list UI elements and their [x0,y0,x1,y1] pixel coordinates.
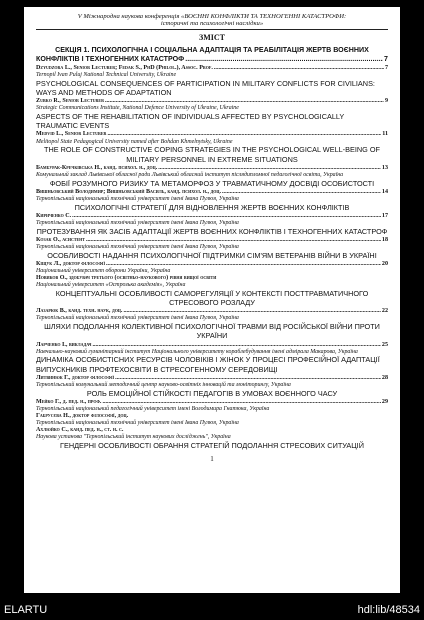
toc-entry [36,342,388,374]
toc-entry-author-row [36,342,388,349]
dot-leader [158,165,381,172]
toc-entry-page: 7 [384,64,388,71]
toc-entry-author: Габрусєва Н., доктор філософії, доц. [36,412,129,419]
dot-leader [86,237,381,244]
toc-entry-author: Вишньовський Володимир; Вишньовський Василь, канд. психол. н., доц. [36,188,222,195]
toc-entry-title: КОНЦЕПТУАЛЬНІ ОСОБЛИВОСТІ САМОРЕГУЛЯЦІЇ У КОНТЕКСТІ ПОСТТРАВМАТИЧНОГО СТРЕСОВОГО РОЗЛАДУ [55,288,369,308]
section-heading [36,46,388,64]
toc-entry-author: Бамбурак-Кречківська Н., канд. психол. н., доц. [36,164,158,171]
document-page [24,7,400,593]
toc-entry [36,375,388,398]
toc-entry-author-row [36,131,388,138]
section-page-number: 7 [384,54,388,63]
toc-entry-affiliation: Комунальний заклад Львівської обласної ради Львівський обласний інститут післядипломної педагогічної освіти, Україна [36,171,344,178]
toc-title: ЗМІСТ [199,32,225,42]
toc-entry-author-row [36,189,388,196]
toc-entry-affiliation: Національний університет «Острозька академія», Україна [36,282,186,289]
section-heading-line1: СЕКЦІЯ 1. ПСИХОЛОГІЧНА І СОЦІАЛЬНА АДАПТАЦІЯ ТА РЕАБІЛІТАЦІЯ ЖЕРТВ ВОЄННИХ [55,45,369,54]
dot-leader [222,189,381,196]
toc-entry-page: 14 [381,188,388,195]
toc-entries [36,65,388,450]
toc-entry [36,165,388,188]
toc-entry-title: РОЛЬ ЕМОЦІЙНОЇ СТІЙКОСТІ ПЕДАГОГІВ В УМОВАХ ВОЄННОГО ЧАСУ [86,388,338,398]
toc-entry-page: 20 [381,261,388,268]
toc-entry-affiliation: Навчально-науковий гуманітарний інститут Національного університету кораблебудування імені адмірала Макарова, Україна [36,348,358,355]
toc-entry-author: Ахлюйко С., канд. пед. н., ст. н. с. [36,426,124,433]
toc-entry-author: Кіщук Л., доктор філософії [36,261,106,268]
toc-entry-title: ПСИХОЛОГІЧНІ СТРАТЕГІЇ ДЛЯ ВІДНОВЛЕННЯ ЖЕРТВ ВОЄННИХ КОНФЛІКТІВ [74,202,350,212]
toc-entry-title: ОСОБЛИВОСТІ НАДАННЯ ПСИХОЛОГІЧНОЇ ПІДТРИМКИ СІМ'ЯМ ВЕТЕРАНІВ ВІЙНИ В УКРАЇНІ [47,250,377,260]
conference-header [36,13,388,28]
toc-entry-author: Ларченко І., викладач [36,341,92,348]
toc-entry-affiliation: Тернопільський національний технічний університет імені Івана Пулюя, Україна [36,195,239,202]
dot-leader [107,131,381,138]
toc-entry-author: Новиков О., здобувач третього (освітньо-наукового) рівня вищої освіти [36,274,217,281]
footer-bar [0,601,424,620]
toc-entry [36,399,388,450]
toc-entry-author: Medvid L., Senior Lecturer [36,131,107,138]
toc-entry-page: 9 [384,98,388,105]
toc-entry-title: ПРОТЕЗУВАННЯ ЯК ЗАСІБ АДАПТАЦІЇ ЖЕРТВ ВОЄННИХ КОНФЛІКТІВ І ТЕХНОГЕННИХ КАТАСТРОФ [36,226,388,236]
conference-header-line1: V Міжнародна наукова конференція «ВОЄННІ КОНФЛІКТИ ТА ТЕХНОГЕННІ КАТАСТРОФИ: [77,13,347,20]
toc-entry-title: ШЛЯХИ ПОДОЛАННЯ КОЛЕКТИВНОЇ ПСИХОЛОГІЧНОЇ ТРАВМИ ВІД РОСІЙСЬКОЇ ВІЙНИ ПРОТИ УКРАЇНИ [44,322,380,341]
dot-leader [92,342,380,349]
toc-entry-affiliation: Тернопільський національний педагогічний університет імені Володимира Гнатюка, Україна [36,406,270,413]
toc-entry-author: Козак О., асистент [36,236,85,243]
toc-entry-title: ФОБІЇ РОЗУМНОГО РИЗИКУ ТА МЕТАМОРФОЗ У ТРАВМАТИЧНОМУ ДОСВІДІ ОСОБИСТОСТІ [49,178,375,188]
toc-entry-affiliation: Тернопільський національний технічний університет імені Івана Пулюя, Україна [36,244,239,251]
toc-entry-page: 29 [381,398,388,405]
toc-entry-author-row [36,213,388,220]
toc-entry-affiliation: Melitopol State Pedagogical University named after Bohdan Khmelnytsky, Ukraine [36,138,233,145]
toc-entry [36,189,388,212]
toc-entry-page: 22 [381,308,388,315]
section-heading-line2: КОНФЛІКТІВ І ТЕХНОГЕННИХ КАТАСТРОФ [36,54,185,63]
conference-header-line2: історичні та психологічні наслідки» [160,20,264,28]
toc-entry-affiliation: Наукова установа "Тернопільський інститут наукових досліджень", Україна [36,433,231,440]
header-rule [36,29,388,30]
toc-entry-affiliation: Strategic Communications Institute, National Defence University of Ukraine, Ukraine [36,105,239,112]
dot-leader [72,213,381,220]
toc-entry [36,131,388,163]
toc-entry-author-row [36,237,388,244]
toc-entry [36,261,388,307]
toc-entry [36,65,388,97]
toc-entry-title: ГЕНДЕРНІ ОСОБЛИВОСТІ ОБРАННЯ СТРАТЕГІЙ ПОДОЛАННЯ СТРЕСОВИХ СИТУАЦІЙ [60,440,364,450]
toc-entry-page: 28 [381,374,388,381]
toc-entry-author: Dzyudzora L., Senior Lecturer; Fedak S., PhD (Philol.), Assoc. Prof. [36,64,213,71]
toc-entry-affiliation: Тернопільський національний технічний університет імені Івана Пулюя, Україна [36,315,239,322]
toc-entry-page: 17 [381,212,388,219]
dot-leader [102,399,380,406]
toc-entry [36,308,388,340]
toc-entry-affiliation: Ternopil Ivan Puluj National Technical University, Ukraine [36,71,177,78]
toc-entry-affiliation: Тернопільський комунальний методичний центр науково-освітніх інновацій та моніторингу, Україна [36,381,291,388]
toc-entry-author-row [36,399,388,406]
page-number: 1 [210,454,214,463]
toc-entry [36,237,388,260]
dot-leader [214,65,384,72]
toc-entry-title: THE ROLE OF CONSTRUCTIVE COPING STRATEGIES IN THE PSYCHOLOGICAL WELL-BEING OF MILITARY PERSONNEL IN EXTREME SITUATIONS [44,145,380,164]
toc-entry-author: Zubko R., Senior Lecturer [36,98,104,105]
toc-entry-page: 13 [381,164,388,171]
toc-entry-author-row [36,165,388,172]
toc-entry-author-row [36,65,388,72]
toc-entry-author: Литвинюк Г., доктор філософії [36,374,115,381]
toc-entry-affiliation: Національний університет оборони України, Україна [36,268,171,275]
toc-entry-page: 18 [381,236,388,243]
toc-entry-title: ДИНАМІКА ОСОБИСТІСНИХ РЕСУРСІВ ЧОЛОВІКІВ І ЖІНОК У ПРОЦЕСІ ПРОФЕСІЙНОЇ АДАПТАЦІЇ ВИПУСКНИКІВ ПРОФТЕХОСВІТИ В СТРЕСОГЕННОМУ СЕРЕДОВИЩІ [36,355,380,374]
toc-entry-affiliation: Тернопільський національний технічний університет імені Івана Пулюя, Україна [36,419,239,426]
toc-entry-page: 25 [381,341,388,348]
toc-entry-affiliation: Тернопільський національний технічний університет імені Івана Пулюя, Україна [36,219,239,226]
dot-leader [115,375,381,382]
footer-right-label: hdl:lib/48534 [357,604,420,616]
toc-entry-page: 11 [382,131,388,138]
footer-left-label: ELARTU [4,604,48,616]
toc-entry-author: Мейко Г., д. пед. н., проф. [36,398,102,405]
dot-leader [185,55,383,64]
toc-entry-author-row [36,375,388,382]
toc-entry [36,213,388,236]
toc-entry [36,98,388,130]
toc-entry-author: Кириченко С. [36,212,72,219]
toc-entry-author: Лазарюк В., канд. техн. наук, доц. [36,308,123,315]
toc-entry-title: PSYCHOLOGICAL CONSEQUENCES OF PARTICIPATION IN MILITARY CONFLICTS FOR CIVILIANS: WAYS AND METHODS OF ADAPTATION [36,78,375,97]
toc-entry-title: ASPECTS OF THE REHABILITATION OF INDIVIDUALS AFFECTED BY PSYCHOLOGICALLY TRAUMATIC EVENTS [36,112,345,131]
